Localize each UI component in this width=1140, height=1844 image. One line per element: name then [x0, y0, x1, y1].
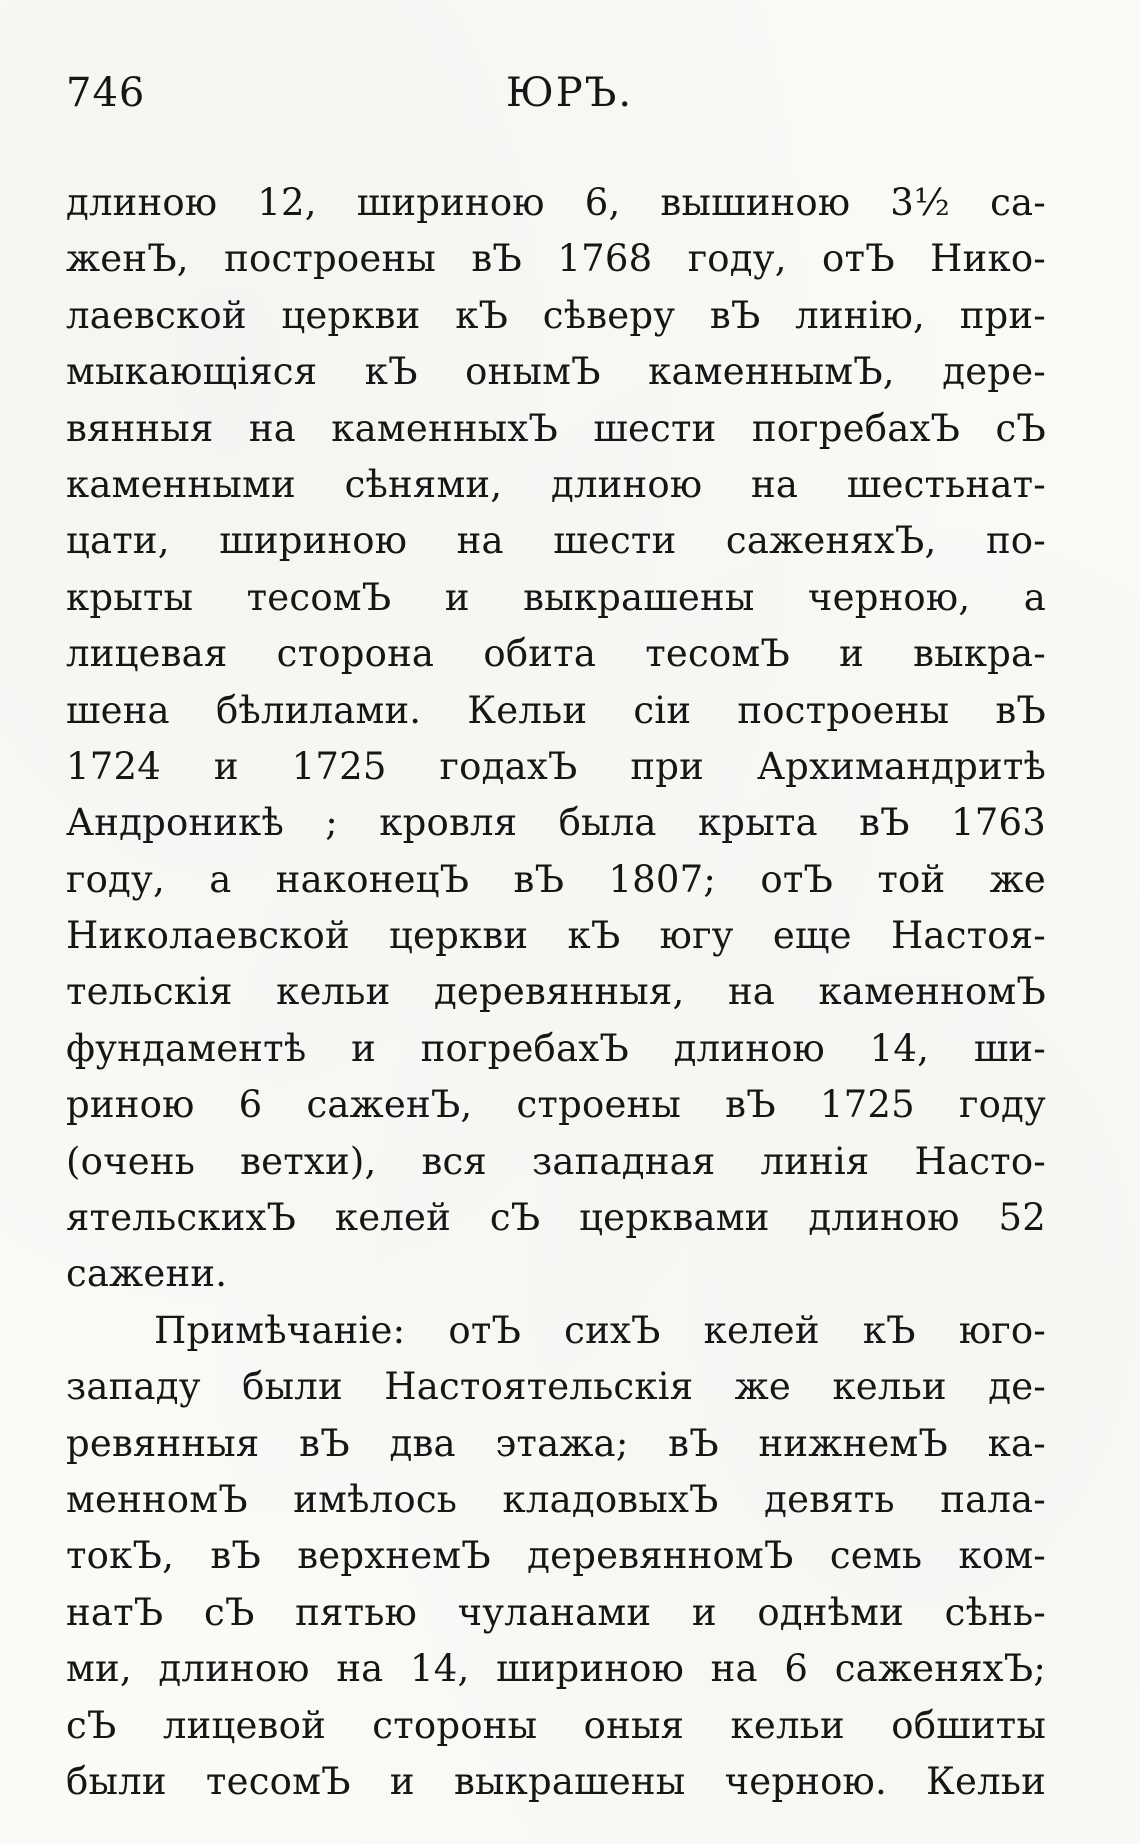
- text-line: были тесомЪ и выкрашены черною. Кельи: [66, 1759, 1046, 1803]
- page-header: [66, 70, 1046, 130]
- body-text: [66, 175, 1046, 1810]
- text-line: ми, длиною на 14, шириною на 6 саженяхЪ;: [66, 1647, 1046, 1691]
- text-line: ятельскихЪ келей сЪ церквами длиною 52: [66, 1196, 1046, 1240]
- running-head: ЮРЪ.: [506, 70, 634, 116]
- text-line: фундаментѣ и погребахЪ длиною 14, ши-: [66, 1026, 1046, 1070]
- text-line: риною 6 саженЪ, строены вЪ 1725 году: [66, 1083, 1046, 1127]
- text-line: ревянныя вЪ два этажа; вЪ нижнемЪ ка-: [66, 1421, 1046, 1465]
- text-line: вянныя на каменныхЪ шести погребахЪ сЪ: [66, 406, 1046, 450]
- text-line: менномЪ имѣлось кладовыхЪ девять пала-: [66, 1477, 1046, 1521]
- text-line: Примѣчанiе: отЪ сихЪ келей кЪ юго-: [154, 1308, 1046, 1352]
- text-line: году, а наконецЪ вЪ 1807; отЪ той же: [66, 857, 1046, 901]
- text-line: токЪ, вЪ верхнемЪ деревянномЪ семь ком-: [66, 1534, 1046, 1578]
- text-line: натЪ сЪ пятью чуланами и однѣми сѣнь-: [66, 1590, 1046, 1634]
- text-line: каменными сѣнями, длиною на шестьнат-: [66, 462, 1046, 506]
- text-line: сажени.: [66, 1252, 228, 1296]
- text-line: длиною 12, шириною 6, вышиною 3½ са-: [66, 181, 1046, 224]
- text-line: западу были Настоятельскiя же кельи де-: [66, 1365, 1046, 1409]
- text-line: лицевая сторона обита тесомЪ и выкра-: [66, 632, 1046, 676]
- text-line: цати, шириною на шести саженяхЪ, по-: [66, 519, 1046, 563]
- page-number: 746: [66, 70, 146, 116]
- text-line: крыты тесомЪ и выкрашены черною, а: [66, 575, 1046, 619]
- text-line: шена бѣлилами. Кельи сiи построены вЪ: [66, 688, 1046, 732]
- text-line: (очень ветхи), вся западная линiя Насто-: [66, 1139, 1046, 1183]
- text-line: сЪ лицевой стороны оныя кельи обшиты: [66, 1703, 1046, 1747]
- text-line: лаевской церкви кЪ сѣверу вЪ линiю, при-: [66, 293, 1046, 337]
- text-line: тельскiя кельи деревянныя, на каменномЪ: [66, 970, 1046, 1014]
- text-line: женЪ, построены вЪ 1768 году, отЪ Нико-: [66, 237, 1046, 281]
- text-line: Андроникѣ ; кровля была крыта вЪ 1763: [66, 801, 1046, 845]
- text-line: мыкающiяся кЪ онымЪ каменнымЪ, дере-: [66, 350, 1046, 394]
- text-line: Николаевской церкви кЪ югу еще Настоя-: [66, 914, 1046, 958]
- text-line: 1724 и 1725 годахЪ при Архимандритѣ: [66, 744, 1046, 788]
